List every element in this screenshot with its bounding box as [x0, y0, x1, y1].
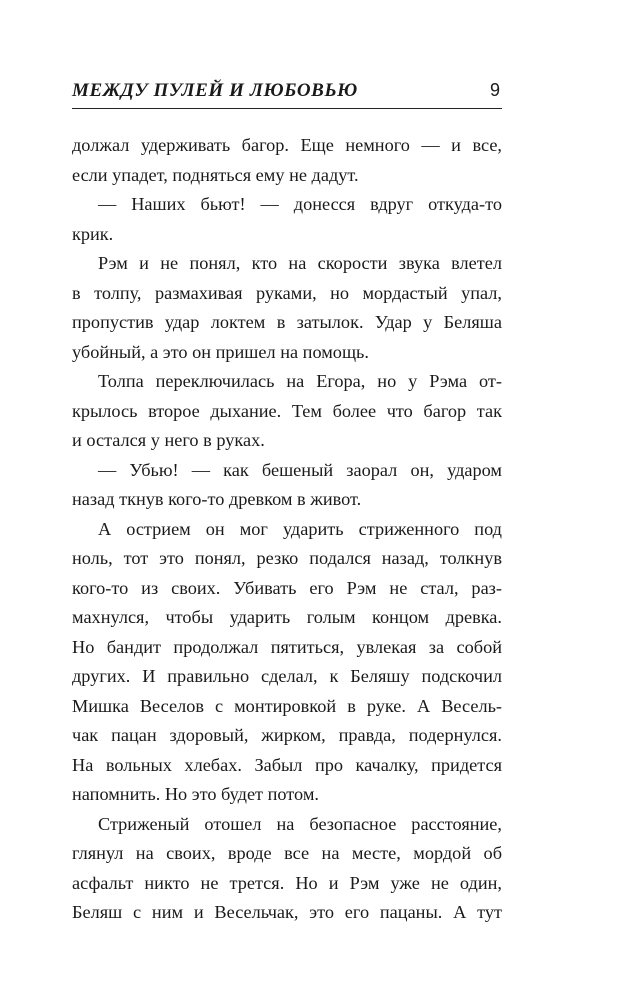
text-line: чак пацан здоровый, жирком, правда, подернулся. — [72, 725, 502, 745]
text-line: Мишка Веселов с монтировкой в руке. А Весель- — [72, 695, 502, 716]
text-line: крылось второе дыхание. Тем более что багор так — [72, 400, 502, 421]
text-line: в толпу, размахивая руками, но мордастый упал, — [72, 282, 502, 303]
text-line: если упадет, подняться ему не дадут. — [72, 164, 359, 185]
text-line: Беляш с ним и Весельчак, это его пацаны. А тут — [72, 902, 502, 922]
text-line: крик. — [72, 223, 114, 244]
paragraph — [72, 810, 502, 928]
text-line: других. И правильно сделал, к Беляшу подскочил — [72, 666, 502, 686]
paragraph — [72, 131, 502, 190]
text-line: Рэм и не понял, кто на скорости звука влетел — [98, 253, 502, 273]
text-line: Но бандит продолжал пятиться, увлекая за собой — [72, 636, 502, 657]
page-number: 9 — [489, 80, 500, 100]
text-line: назад ткнув кого-то древком в живот. — [72, 489, 362, 509]
paragraph — [72, 456, 502, 515]
text-line: На вольных хлебах. Забыл про качалку, придется — [72, 754, 502, 775]
text-line: ноль, тот это понял, резко подался назад, толкнув — [72, 548, 502, 568]
text-line: кого-то из своих. Убивать его Рэм не стал, раз- — [72, 577, 502, 598]
running-title: МЕЖДУ ПУЛЕЙ И ЛЮБОВЬЮ — [72, 80, 358, 101]
text-line: асфальт никто не трется. Но и Рэм уже не один, — [72, 872, 502, 893]
text-line: пропустив удар локтем в затылок. Удар у Беляша — [72, 312, 502, 332]
running-header — [72, 78, 502, 109]
text-line: — Убью! — как бешеный заорал он, ударом — [98, 459, 502, 480]
text-line: — Наших бьют! — донесся вдруг откуда-то — [98, 194, 502, 214]
text-line: Толпа переключилась на Егора, но у Рэма от- — [98, 371, 502, 391]
paragraph — [72, 190, 502, 249]
text-line: и остался у него в руках. — [72, 430, 265, 450]
text-line: напомнить. Но это будет потом. — [72, 784, 319, 804]
text-line: Стриженый отошел на безопасное расстояние, — [98, 813, 502, 834]
text-line: махнулся, чтобы ударить голым концом древка. — [72, 607, 502, 627]
text-line: А острием он мог ударить стриженного под — [98, 518, 502, 539]
paragraph — [72, 249, 502, 367]
paragraph — [72, 515, 502, 810]
text-line: должал удерживать багор. Еще немного — и все, — [72, 135, 502, 155]
paragraph — [72, 367, 502, 456]
text-line: глянул на своих, вроде все на месте, мордой об — [72, 843, 502, 863]
body-text — [72, 131, 502, 928]
text-line: убойный, а это он пришел на помощь. — [72, 341, 369, 362]
